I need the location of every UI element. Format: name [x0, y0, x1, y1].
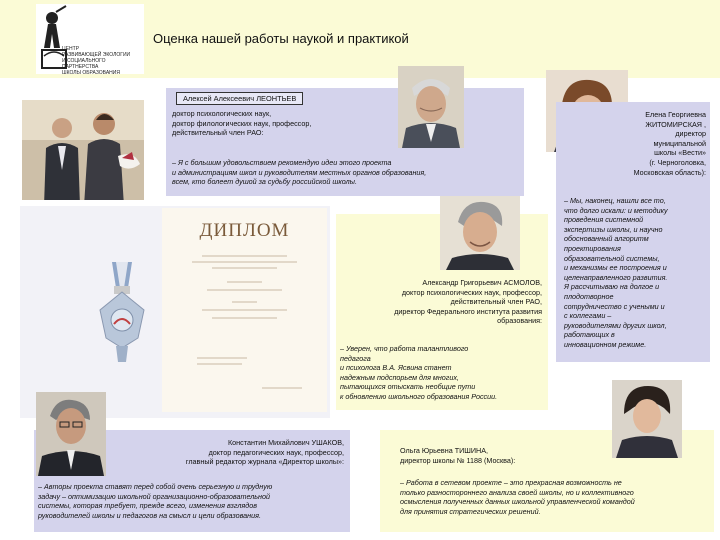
medal-icon	[94, 262, 150, 370]
leontiev-quote: – Я с большим удовольствием рекомендую идеи этого проекта и администрациям школ и руководителям местных органов образования, всем, кто болеет душой за судьбу российской школы.	[172, 158, 427, 187]
group-photo	[22, 100, 144, 206]
asmolov-info: Александр Григорьевич АСМОЛОВ, доктор психологических наук, профессор, действительный член РАО, директор Федерального института развития образования:	[394, 278, 542, 326]
diploma-sheet	[162, 208, 327, 412]
zhitomirskaya-quote: – Мы, наконец, нашли все то, что долго искали: и методику проведения системной экспертизы школы, и научно обоснованный алгоритм проектирования образовательной системы, и механизмы ее построения и целенаправленного развития. Я рассчитываю на долгое и плодотворное сотрудничество с учеными и с коллегами – руководителями других школ, работающих в инновационном режиме.	[564, 196, 668, 349]
page-title: Оценка нашей работы наукой и практикой	[153, 31, 409, 46]
tishina-info: Ольга Юрьевна ТИШИНА, директор школы № 1188 (Москва):	[400, 446, 516, 465]
logo-text: ЦЕНТР РАЗВИВАЮЩЕЙ ЭКОЛОГИИ И СОЦИАЛЬНОГО ПАРТНЕРСТВА ШКОЛЫ ОБРАЗОВАНИЯ	[62, 46, 131, 76]
tishina-quote: – Работа в сетевом проекте – это прекрасная возможность не только разностороннего анализа своей школы, но и коллективного осмысления полученных данных школьной управленческой командой для принятия стратегических решений.	[400, 478, 635, 516]
diploma-title: ДИПЛОМ	[199, 220, 290, 241]
zhitomirskaya-info: Елена Георгиевна ЖИТОМИРСКАЯ , директор муниципальной школы «Вести» (г. Черноголовка, Московская область):	[633, 110, 706, 177]
asmolov-photo	[440, 196, 520, 270]
asmolov-quote: – Уверен, что работа талантливого педагога и психолога В.А. Ясвина станет надежным подспорьем для многих, пытающихся отыскать необщие пути к обновлению школьного образования России.	[340, 344, 498, 401]
leontiev-name: Алексей Алексеевич ЛЕОНТЬЕВ	[176, 92, 303, 105]
diploma-text-lines	[172, 248, 317, 403]
leontiev-info: доктор психологических наук, доктор филологических наук, профессор, действительный член РАО:	[172, 109, 312, 138]
ushakov-quote: – Авторы проекта ставят перед собой очень серьезную и трудную задачу – оптимизацию школьной организационно-образовательной системы, которая требует, прежде всего, изменения взглядов руководителей школы и педагогов на смысл и цели образования.	[38, 482, 273, 520]
ushakov-info: Константин Михайлович УШАКОВ, доктор педагогических наук, профессор, главный редактор журнала «Директор школы»:	[185, 438, 344, 467]
ushakov-photo	[36, 392, 106, 476]
tishina-photo	[612, 380, 682, 458]
leontiev-photo	[398, 66, 464, 148]
